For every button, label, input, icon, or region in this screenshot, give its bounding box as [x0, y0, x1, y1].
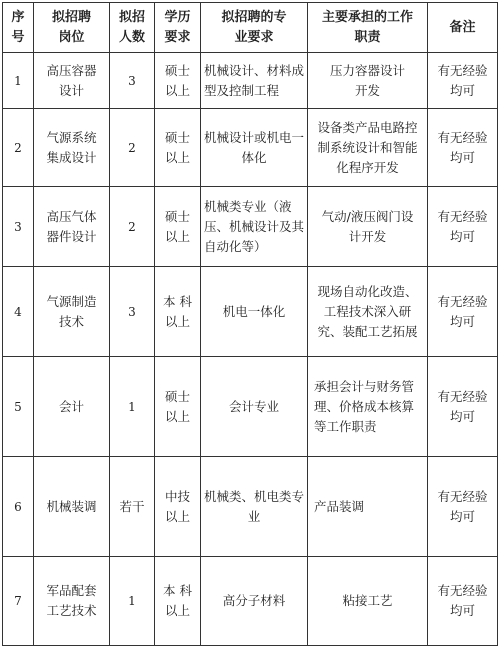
- cell-major: 高分子材料: [201, 557, 308, 646]
- cell-post: 高压容器设计: [34, 53, 110, 109]
- header-major: 拟招聘的专业要求: [201, 3, 308, 53]
- header-seq: 序号: [3, 3, 34, 53]
- table-row: [3, 557, 498, 646]
- cell-seq: 5: [3, 357, 34, 457]
- cell-seq: 1: [3, 53, 34, 109]
- cell-note: 有无经验均可: [428, 267, 498, 357]
- cell-count: 3: [110, 53, 155, 109]
- cell-major: 会计专业: [201, 357, 308, 457]
- cell-note: 有无经验均可: [428, 557, 498, 646]
- table-header-row: [3, 3, 498, 53]
- cell-count: 2: [110, 109, 155, 187]
- cell-seq: 3: [3, 187, 34, 267]
- cell-post: 机械装调: [34, 457, 110, 557]
- cell-count: 2: [110, 187, 155, 267]
- cell-note: 有无经验均可: [428, 457, 498, 557]
- cell-post: 会计: [34, 357, 110, 457]
- cell-seq: 2: [3, 109, 34, 187]
- cell-note: 有无经验均可: [428, 53, 498, 109]
- table-row: [3, 267, 498, 357]
- cell-duty: 现场自动化改造、工程技术深入研究、装配工艺拓展: [308, 267, 428, 357]
- cell-seq: 6: [3, 457, 34, 557]
- cell-duty: 粘接工艺: [308, 557, 428, 646]
- cell-post: 高压气体器件设计: [34, 187, 110, 267]
- cell-major: 机械类、机电类专业: [201, 457, 308, 557]
- table-row: [3, 187, 498, 267]
- cell-edu: 硕士以上: [155, 187, 201, 267]
- cell-note: 有无经验均可: [428, 187, 498, 267]
- cell-major: 机械设计、材料成型及控制工程: [201, 53, 308, 109]
- cell-note: 有无经验均可: [428, 357, 498, 457]
- cell-major: 机械设计或机电一体化: [201, 109, 308, 187]
- cell-note: 有无经验均可: [428, 109, 498, 187]
- table-row: [3, 357, 498, 457]
- cell-seq: 7: [3, 557, 34, 646]
- cell-edu: 硕士以上: [155, 109, 201, 187]
- cell-major: 机电一体化: [201, 267, 308, 357]
- cell-count: 1: [110, 357, 155, 457]
- cell-duty: 设备类产品电路控制系统设计和智能化程序开发: [308, 109, 428, 187]
- cell-count: 1: [110, 557, 155, 646]
- header-count: 拟招人数: [110, 3, 155, 53]
- cell-major: 机械类专业（液压、机械设计及其自动化等）: [201, 187, 308, 267]
- header-post: 拟招聘岗位: [34, 3, 110, 53]
- cell-duty: 压力容器设计开发: [308, 53, 428, 109]
- cell-duty: 气动/液压阀门设计开发: [308, 187, 428, 267]
- header-edu: 学历要求: [155, 3, 201, 53]
- table-row: [3, 109, 498, 187]
- cell-edu: 本 科以上: [155, 267, 201, 357]
- cell-duty: 产品装调: [308, 457, 428, 557]
- header-duty: 主要承担的工作职责: [308, 3, 428, 53]
- cell-post: 军品配套工艺技术: [34, 557, 110, 646]
- cell-duty: 承担会计与财务管理、价格成本核算等工作职责: [308, 357, 428, 457]
- cell-edu: 中技以上: [155, 457, 201, 557]
- recruitment-table: [2, 2, 498, 646]
- table-row: [3, 53, 498, 109]
- table-row: [3, 457, 498, 557]
- cell-count: 3: [110, 267, 155, 357]
- cell-post: 气源系统集成设计: [34, 109, 110, 187]
- cell-post: 气源制造技术: [34, 267, 110, 357]
- cell-edu: 本 科以上: [155, 557, 201, 646]
- cell-seq: 4: [3, 267, 34, 357]
- cell-count: 若干: [110, 457, 155, 557]
- header-note: 备注: [428, 3, 498, 53]
- cell-edu: 硕士以上: [155, 357, 201, 457]
- cell-edu: 硕士以上: [155, 53, 201, 109]
